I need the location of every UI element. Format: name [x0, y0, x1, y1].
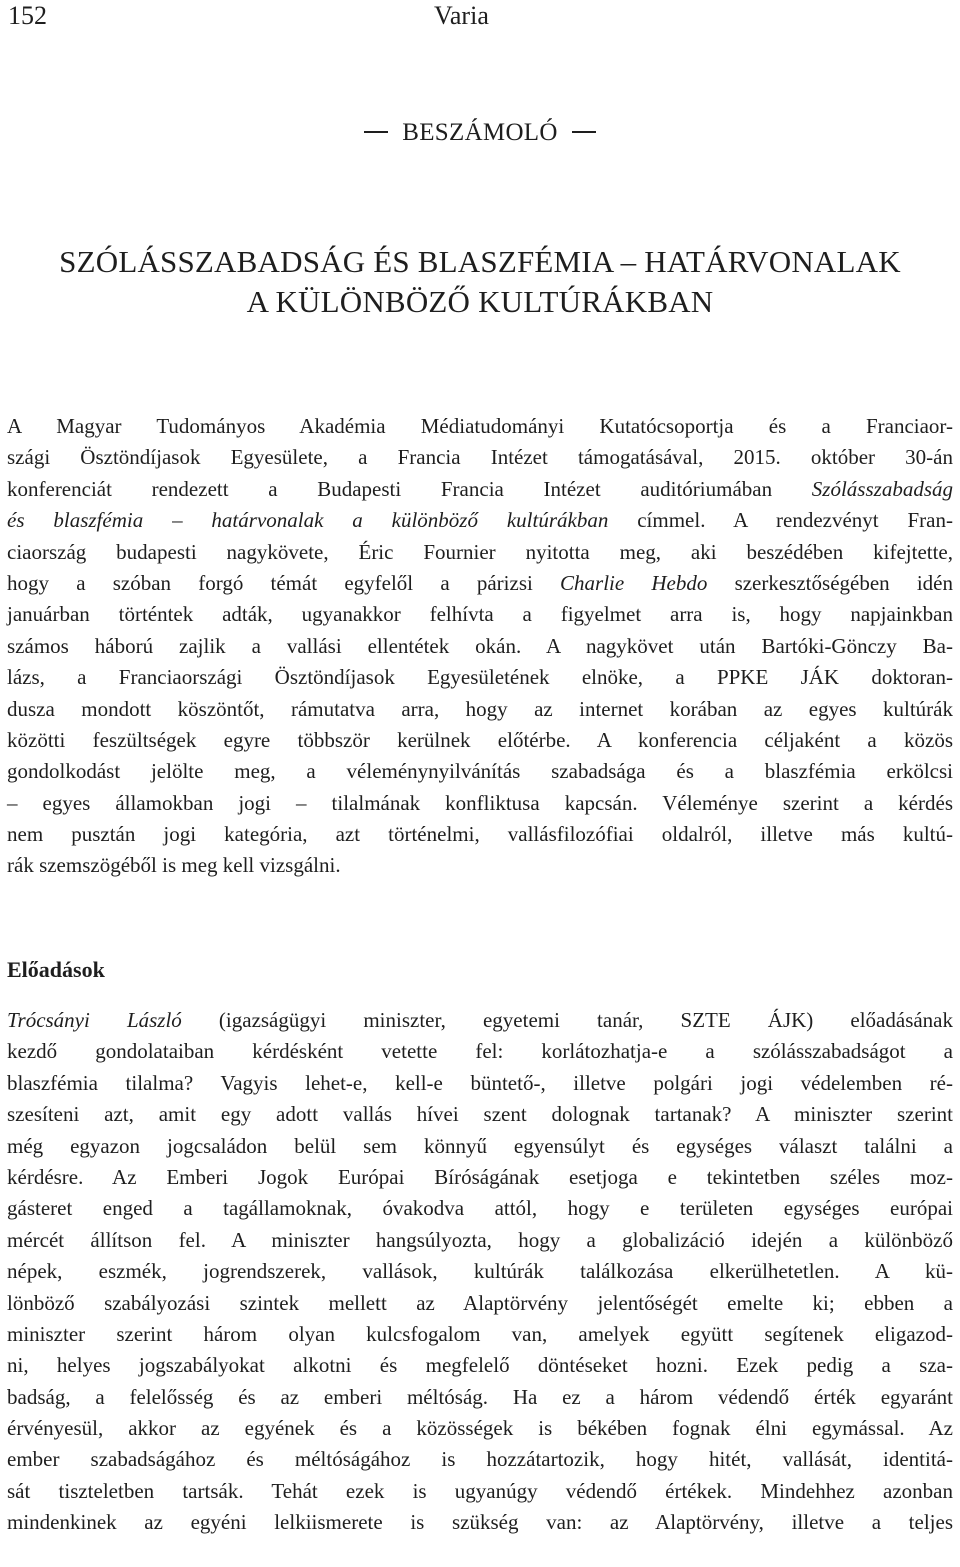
text-line — [7, 505, 953, 536]
text-line — [7, 568, 953, 599]
title-line-2: A KÜLÖNBÖZŐ KULTÚRÁKBAN — [246, 284, 714, 319]
text-line — [7, 1005, 953, 1036]
italic-conference-title: Szólásszabadság — [811, 476, 953, 501]
lecture-paragraph — [7, 1005, 953, 1539]
text-line: nem pusztán jogi kategória, azt történelmi, vallásfilozófiai oldalról, illetve más kultú- — [7, 822, 953, 847]
running-head: Varia — [434, 1, 489, 30]
section-label — [0, 115, 960, 151]
text-line — [7, 474, 953, 505]
text-run: (igazságügyi miniszter, egyetemi tanár, SZTE ÁJK) előadásának — [181, 1008, 954, 1032]
text-run: konferenciát rendezett a Budapesti Francia Intézet auditóriumában — [7, 476, 812, 501]
text-line: gásteret enged a tagállamoknak, óvakodva attól, hogy e területen egységes európai — [7, 1196, 953, 1221]
page-number: 152 — [8, 1, 47, 30]
italic-speaker-name: Trócsányi László — [7, 1008, 182, 1032]
text-line: szesíteni azt, amit egy adott vallás hívei szent dolognak tartanak? A miniszter szerint — [7, 1102, 953, 1127]
text-line: miniszter szerint három olyan kulcsfogalom van, amelyek együtt segítenek eligazod- — [7, 1321, 953, 1346]
text-line: ciaország budapesti nagykövete, Éric Fournier nyitotta meg, aki beszédében kifejtette, — [7, 539, 953, 564]
text-line: blaszfémia tilalma? Vagyis lehet-e, kell-e büntető-, illetve polgári jogi védelemben ré- — [7, 1070, 953, 1095]
text-line: rák szemszögéből is meg kell vizsgálni. — [7, 853, 341, 878]
text-line: számos háború zajlik a vallási ellentétek okán. A nagykövet után Bartóki-Gönczy Ba- — [7, 633, 953, 658]
text-line: mércét állítson fel. A miniszter hangsúlyozta, hogy a globalizáció idején a különböző — [7, 1227, 953, 1252]
text-line: szági Ösztöndíjasok Egyesülete, a Francia Intézet támogatásával, 2015. október 30-án — [7, 445, 953, 470]
text-run: hogy a szóban forgó témát egyfelől a párizsi — [7, 570, 561, 595]
article-title — [0, 242, 960, 322]
right-dash-rule — [572, 131, 596, 133]
title-line-1: SZÓLÁSSZABADSÁG ÉS BLASZFÉMIA – HATÁRVONALAK — [59, 244, 901, 279]
left-dash-rule — [364, 131, 388, 133]
text-line: gondolkodást jelölte meg, a véleménynyilvánítás szabadsága és a blaszfémia erkölcsi — [7, 759, 953, 784]
text-line: A Magyar Tudományos Akadémia Médiatudományi Kutatócsoportja és a Franciaor- — [7, 414, 953, 438]
text-line: közötti feszültségek egyre többször kerülnek előtérbe. A konferencia céljaként a közös — [7, 727, 953, 752]
text-line: – egyes államokban jogi – tilalmának konfliktusa kapcsán. Véleménye szerint a kérdés — [7, 790, 953, 815]
text-line: dusza mondott köszöntőt, rámutatva arra, hogy az internet korában az egyes kultúrák — [7, 696, 953, 721]
text-line: érvényesül, akkor az egyének és a közösségek is békében fognak élni egymással. Az — [7, 1416, 953, 1441]
italic-publication-name: Charlie Hebdo — [560, 570, 708, 595]
section-heading: Előadások — [7, 957, 105, 982]
text-line: kezdő gondolataiban kérdésként vetette fel: korlátozhatja-e a szólásszabadságot a — [7, 1039, 953, 1064]
text-line: népek, eszmék, jogrendszerek, vallások, kultúrák találkozása elkerülhetetlen. A kü- — [7, 1259, 953, 1284]
text-line: badság, a felelősség és az emberi méltóság. Ha ez a három védendő érték egyaránt — [7, 1384, 953, 1409]
text-line: ember szabadságához és méltóságához is hozzátartozik, hogy hitét, vallását, identitá- — [7, 1447, 953, 1472]
italic-conference-title: és blaszfémia – határvonalak a különböző kultúrákban — [7, 508, 609, 533]
section-label-text: BESZÁMOLÓ — [402, 119, 558, 146]
text-line: lönböző szabályozási szintek mellett az Alaptörvény jelentőségét emelte ki; ebben a — [7, 1290, 953, 1315]
text-run: szerkesztőségében idén — [707, 570, 954, 595]
text-line: ni, helyes jogszabályokat alkotni és megfelelő döntéseket hozni. Ezek pedig a sza- — [7, 1353, 953, 1378]
text-line: kérdésre. Az Emberi Jogok Európai Bíróságának esetjoga e tekintetben széles moz- — [7, 1164, 953, 1189]
text-run: címmel. A rendezvényt Fran- — [608, 508, 953, 533]
text-line: még egyazon jogcsaládon belül sem könnyű egyensúlyt és egységes választ találni a — [7, 1133, 953, 1158]
text-line: mindenkinek az egyéni lelkiismerete is szükség van: az Alaptörvény, illetve a teljes — [7, 1510, 953, 1535]
text-line: januárban történtek adták, ugyanakkor felhívta a figyelmet arra is, hogy napjainkban — [7, 602, 953, 627]
intro-paragraph — [7, 411, 953, 882]
text-line: lázs, a Franciaországi Ösztöndíjasok Egyesületének elnöke, a PPKE JÁK doktoran- — [7, 665, 953, 690]
text-line: sát tiszteletben tartsák. Tehát ezek is ugyanúgy védendő értékek. Mindehhez azonban — [7, 1478, 953, 1503]
